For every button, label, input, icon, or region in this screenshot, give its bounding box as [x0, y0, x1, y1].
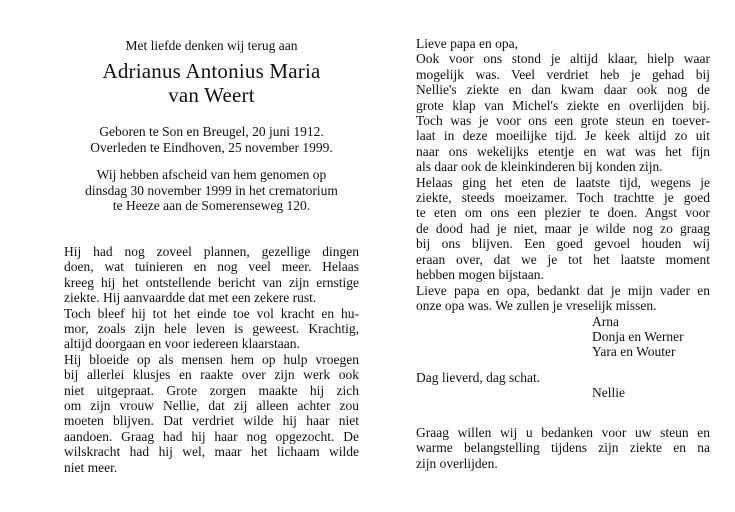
- text-line: wilskracht had hij wel, maar het lichaam wilde: [64, 444, 359, 460]
- text-line: om zijn vrouw Nellie, dat zij alleen achter zou: [64, 398, 359, 414]
- signature-name: Yara en Wouter: [592, 344, 676, 359]
- birth-death-info: [64, 124, 359, 155]
- text-line: bij allerlei klusjes en raakte over zijn werk ook: [64, 367, 359, 383]
- text-line: niet uitgepraat. Grote zorgen maakte hij zich: [64, 382, 359, 398]
- text-line: Toch was je voor ons een grote steun en toever-: [416, 113, 710, 129]
- deceased-name: [64, 59, 359, 107]
- text-line: naar ons wekelijks etentje en wat was het fijn: [416, 143, 710, 159]
- text-line: doen, wat tuinieren en nog veel meer. Helaas: [64, 259, 359, 275]
- family-letter: [416, 36, 710, 313]
- text-line: moeten blijven. Dat verdriet wilde hij haar niet: [64, 413, 359, 429]
- text-line: ziekte, steeds moeizamer. Toch trachtte je goed: [416, 190, 710, 206]
- text-line: de dood had je niet, maar je wilde nog zo graag: [416, 220, 710, 236]
- text-line: niet meer.: [64, 459, 118, 475]
- thanks-paragraph: [416, 425, 710, 471]
- birth-line: Geboren te Son en Breugel, 20 juni 1912.: [99, 124, 324, 139]
- text-line: Graag willen wij u bedanken voor uw steun en: [416, 425, 710, 440]
- text-line: Ook voor ons stond je altijd klaar, hielp waar: [416, 51, 710, 67]
- death-line: Overleden te Eindhoven, 25 november 1999.: [90, 139, 333, 155]
- farewell-line: Wij hebben afscheid van hem genomen op: [96, 167, 327, 182]
- text-line: hebben mogen bijstaan.: [416, 267, 544, 283]
- text-line: altijd doorgaan en voor iedereen klaarstaan.: [64, 336, 300, 352]
- name-line-2: van Weert: [168, 83, 255, 107]
- tribute-paragraph: [64, 244, 359, 475]
- text-line: grote klap van Michel's ziekte en overlijden bij.: [416, 97, 710, 113]
- text-line: Lieve papa en opa, bedankt dat je mijn vader en: [416, 282, 710, 298]
- text-line: aandoen. Graag had hij haar nog opgezocht. De: [64, 428, 359, 444]
- letter-salutation: Lieve papa en opa,: [416, 36, 518, 51]
- text-line: eraan over, dat we je tot het laatste moment: [416, 251, 710, 267]
- name-line-1: Adrianus Antonius Maria: [102, 59, 321, 83]
- text-line: als daar ook de kleinkinderen bij konden zijn.: [416, 159, 663, 175]
- text-line: laat in deze moeilijke tijd. Je keek altijd zo uit: [416, 128, 710, 144]
- signature-name: Donja en Werner: [592, 329, 684, 344]
- farewell-line: dinsdag 30 november 1999 in het crematorium: [85, 182, 338, 198]
- text-line: bij ons blijven. Een goed gevoel houden wij: [416, 236, 710, 252]
- intro-text: Met liefde denken wij terug aan: [125, 38, 298, 53]
- text-line: kreeg hij het ontstellende bericht van zijn ernstige: [64, 274, 359, 290]
- text-line: Hij had nog zoveel plannen, gezellige dingen: [64, 244, 359, 259]
- text-line: Toch bleef hij tot het einde toe vol kracht en hu-: [64, 305, 359, 321]
- signature-name: Arna: [592, 314, 619, 329]
- farewell-line: te Heeze aan de Somerenseweg 120.: [112, 198, 311, 213]
- text-line: Hij bloeide op als mensen hem op hulp vroegen: [64, 351, 359, 367]
- text-line: mor, zoals zijn hele leven is geweest. Krachtig,: [64, 321, 359, 337]
- text-line: Helaas ging het eten de laatste tijd, wegens je: [416, 174, 710, 190]
- text-line: te eten om ons een plezier te doen. Angst voor: [416, 205, 710, 221]
- signature-nellie: Nellie: [592, 385, 625, 400]
- farewell-phrase: Dag lieverd, dag schat.: [416, 370, 541, 385]
- text-line: onze opa was. We zullen je vreselijk missen.: [416, 297, 657, 313]
- text-line: zijn overlijden.: [416, 455, 498, 471]
- text-line: ziekte. Hij aanvaardde dat met een zekere rust.: [64, 290, 317, 306]
- text-line: Nellie's ziekte en dan kwam daar ook nog de: [416, 82, 710, 98]
- farewell-info: [64, 167, 359, 214]
- text-line: warme belangstelling tijdens zijn ziekte en na: [416, 440, 710, 456]
- text-line: mogelijk was. Veel verdriet heb je gehad bij: [416, 66, 710, 82]
